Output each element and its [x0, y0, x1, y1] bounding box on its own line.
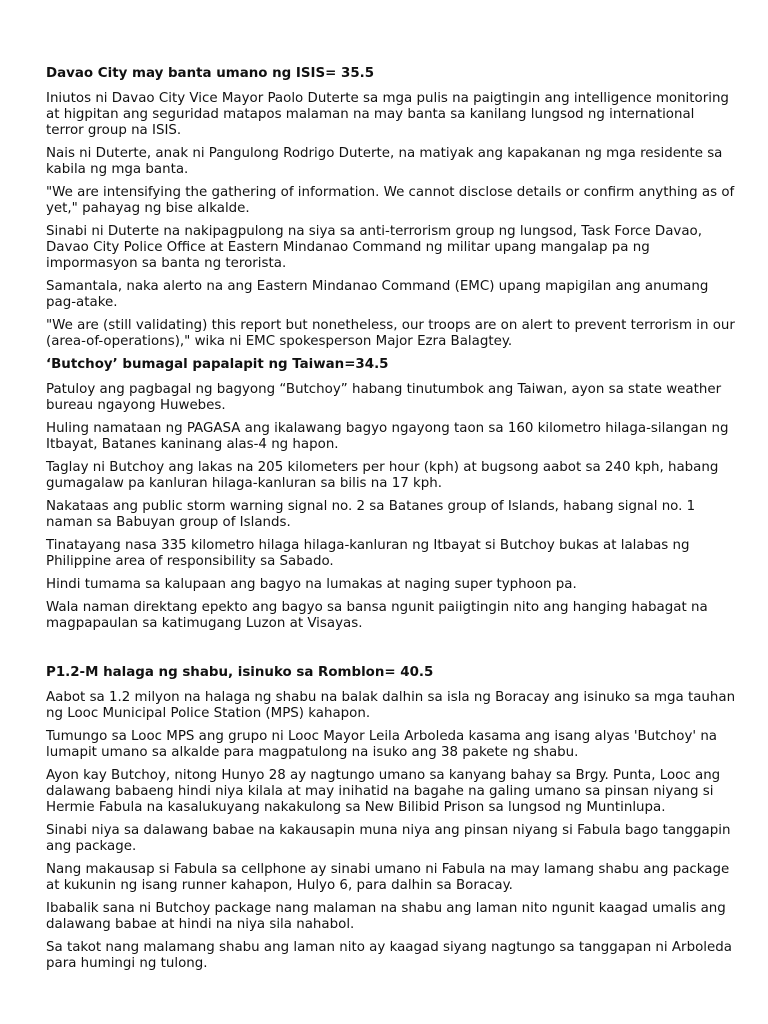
article-paragraph: Huling namataan ng PAGASA ang ikalawang bagyo ngayong taon sa 160 kilometro hilaga-silangan ng Itbayat, Batanes kaninang alas-4 ng hapon. [46, 421, 729, 452]
article-paragraph: Wala naman direktang epekto ang bagyo sa bansa ngunit paiigtingin nito ang hanging habagat na magpapaulan sa katimugang Luzon at Visayas. [46, 600, 708, 631]
article-paragraph: Nais ni Duterte, anak ni Pangulong Rodrigo Duterte, na matiyak ang kapakanan ng mga residente sa kabila ng mga banta. [46, 146, 723, 177]
article-paragraph: Sinabi ni Duterte na nakipagpulong na siya sa anti-terrorism group ng lungsod, Task Force Davao, Davao City Police Office at Eastern Mindanao Command ng militar upang mangalap pa ng impormasyon sa banta ng terorista. [46, 224, 702, 271]
article-paragraph: Taglay ni Butchoy ang lakas na 205 kilometers per hour (kph) at bugsong aabot sa 240 kph, habang gumagalaw pa kanluran hilaga-kanluran sa bilis na 17 kph. [46, 460, 719, 491]
article-paragraph: Patuloy ang pagbagal ng bagyong “Butchoy” habang tinutumbok ang Taiwan, ayon sa state weather bureau ngayong Huwebes. [46, 382, 722, 413]
article-paragraph: Nang makausap si Fabula sa cellphone ay sinabi umano ni Fabula na may lamang shabu ang package at kukunin ng isang runner kahapon, Hulyo 6, para dalhin sa Boracay. [46, 862, 730, 893]
article-paragraph: Samantala, naka alerto na ang Eastern Mindanao Command (EMC) upang mapigilan ang anumang pag-atake. [46, 279, 709, 310]
article-headline: ‘Butchoy’ bumagal papalapit ng Taiwan=34.5 [46, 357, 389, 372]
article-paragraph: Nakataas ang public storm warning signal no. 2 sa Batanes group of Islands, habang signal no. 1 naman sa Babuyan group of Islands. [46, 499, 696, 530]
article-paragraph: "We are (still validating) this report but nonetheless, our troops are on alert to prevent terrorism in our (area-of-operations)," wika ni EMC spokesperson Major Ezra Balagtey. [46, 318, 735, 349]
article-shabu-romblon [46, 665, 736, 972]
article-paragraph: Iniutos ni Davao City Vice Mayor Paolo Duterte sa mga pulis na paigtingin ang intelligence monitoring at higpitan ang seguridad matapos malaman na may banta sa kanilang lungsod ng international terror group na ISIS. [46, 91, 729, 138]
article-paragraph: Sinabi niya sa dalawang babae na kakausapin muna niya ang pinsan niyang si Fabula bago tanggapin ang package. [46, 823, 731, 854]
article-paragraph: "We are intensifying the gathering of information. We cannot disclose details or confirm anything as of yet," pahayag ng bise alkalde. [46, 185, 735, 216]
article-paragraph: Ibabalik sana ni Butchoy package nang malaman na shabu ang laman nito ngunit kaagad umalis ang dalawang babae at hindi na niya sila nahabol. [46, 901, 726, 932]
article-headline: Davao City may banta umano ng ISIS= 35.5 [46, 66, 375, 81]
document-page [46, 66, 736, 979]
article-paragraph: Tumungo sa Looc MPS ang grupo ni Looc Mayor Leila Arboleda kasama ang isang alyas 'Butchoy' na lumapit umano sa alkalde para magpatulong na isuko ang 38 pakete ng shabu. [46, 729, 718, 760]
article-paragraph: Sa takot nang malamang shabu ang laman nito ay kaagad siyang nagtungo sa tanggapan ni Arboleda para humingi ng tulong. [46, 940, 732, 971]
article-paragraph: Aabot sa 1.2 milyon na halaga ng shabu na balak dalhin sa isla ng Boracay ang isinuko sa mga tauhan ng Looc Municipal Police Station (MPS) kahapon. [46, 690, 736, 721]
article-butchoy-taiwan [46, 357, 736, 632]
article-paragraph: Ayon kay Butchoy, nitong Hunyo 28 ay nagtungo umano sa kanyang bahay sa Brgy. Punta, Looc ang dalawang babaeng hindi niya kilala at may inihatid na bagahe na galing umano sa pinsan niyang si Hermie Fabula na kasalukuyang nakakulong sa New Bilibid Prison sa lungsod ng Muntinlupa. [46, 768, 721, 815]
article-davao-isis [46, 66, 736, 350]
article-paragraph: Tinatayang nasa 335 kilometro hilaga hilaga-kanluran ng Itbayat si Butchoy bukas at lalabas ng Philippine area of responsibility sa Sabado. [46, 538, 690, 569]
article-headline: P1.2-M halaga ng shabu, isinuko sa Romblon= 40.5 [46, 665, 434, 680]
article-paragraph: Hindi tumama sa kalupaan ang bagyo na lumakas at naging super typhoon pa. [46, 577, 577, 592]
